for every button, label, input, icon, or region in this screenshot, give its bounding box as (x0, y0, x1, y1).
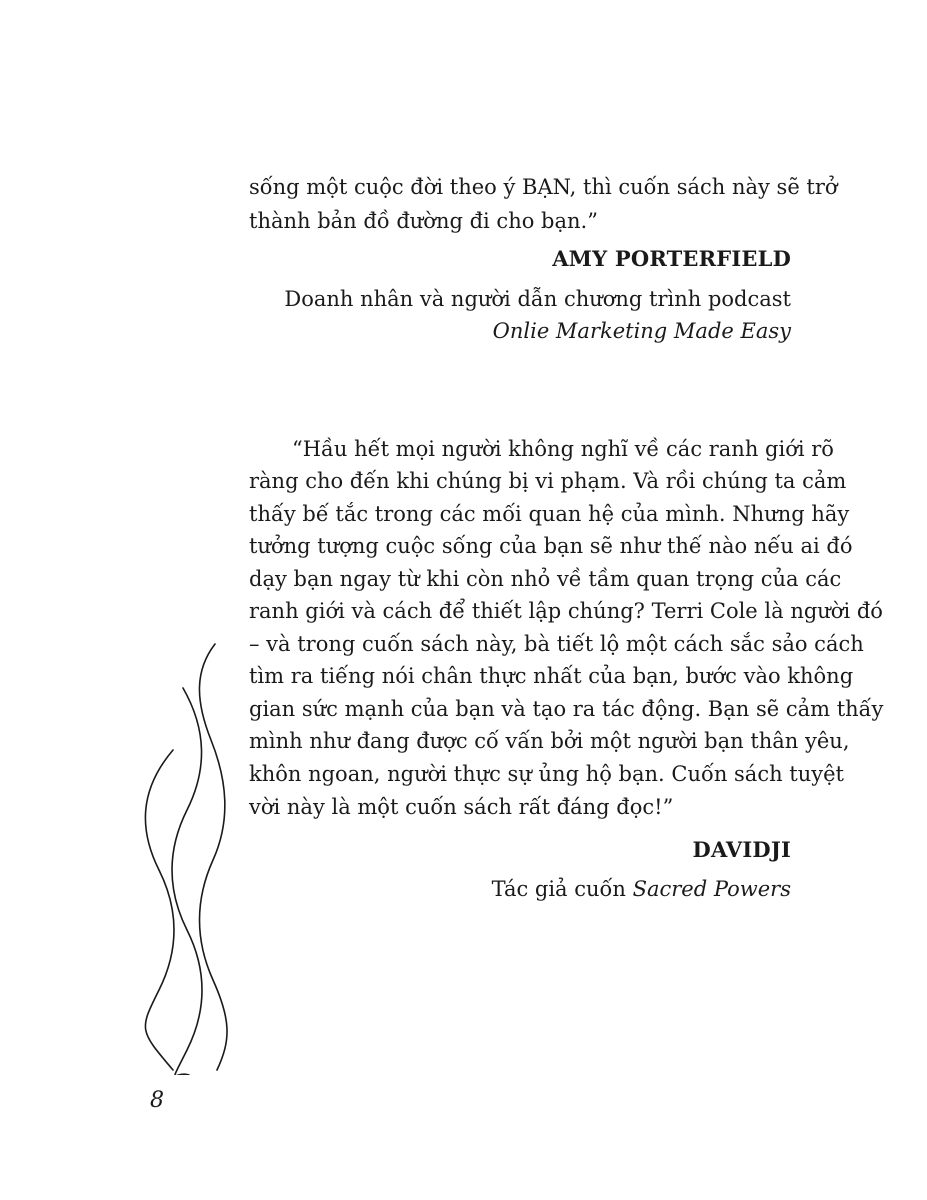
quote2-line-9: gian sức mạnh của bạn và tạo ra tác động. Bạn sẽ cảm thấy (249, 697, 884, 721)
quote2-title-book: Sacred Powers (632, 877, 791, 901)
quote1-line-2: thành bản đồ đường đi cho bạn.” (249, 209, 598, 233)
quote2-line-6: ranh giới và cách để thiết lập chúng? Terri Cole là người đó (249, 599, 883, 623)
wave-line-right (199, 644, 227, 1070)
quote1-line-1: sống một cuộc đời theo ý BẠN, thì cuốn sách này sẽ trở (249, 175, 838, 199)
quote2-title-prefix: Tác giả cuốn (491, 877, 633, 901)
quote2-line-10: mình như đang được cố vấn bởi một người bạn thân yêu, (249, 729, 850, 753)
page-number: 8 (150, 1088, 164, 1113)
quote2-author: DAVIDJI (692, 837, 791, 862)
quote2-line-1: “Hầu hết mọi người không nghĩ về các ranh giới rõ (292, 437, 834, 461)
quote2-line-12: vời này là một cuốn sách rất đáng đọc!” (249, 795, 674, 819)
wave-line-left (145, 750, 174, 1070)
wavy-lines-icon (135, 630, 235, 1075)
quote2-line-4: tưởng tượng cuộc sống của bạn sẽ như thế nào nếu ai đó (249, 534, 853, 558)
quote2-line-2: ràng cho đến khi chúng bị vi phạm. Và rồi chúng ta cảm (249, 469, 847, 493)
quote2-author-title (492, 874, 791, 904)
quote2-line-11: khôn ngoan, người thực sự ủng hộ bạn. Cuốn sách tuyệt (249, 762, 844, 786)
quote2-line-3: thấy bế tắc trong các mối quan hệ của mình. Nhưng hãy (249, 502, 850, 526)
quote2-line-7: – và trong cuốn sách này, bà tiết lộ một cách sắc sảo cách (249, 632, 864, 656)
wave-line-middle (172, 688, 202, 1075)
quote1-author-podcast: Onlie Marketing Made Easy (492, 319, 791, 343)
quote1-author-title: Doanh nhân và người dẫn chương trình podcast (284, 287, 791, 311)
quote2-line-8: tìm ra tiếng nói chân thực nhất của bạn, bước vào không (249, 664, 854, 688)
quote1-author: AMY PORTERFIELD (552, 246, 791, 271)
quote2-line-5: dạy bạn ngay từ khi còn nhỏ về tầm quan trọng của các (249, 567, 842, 591)
